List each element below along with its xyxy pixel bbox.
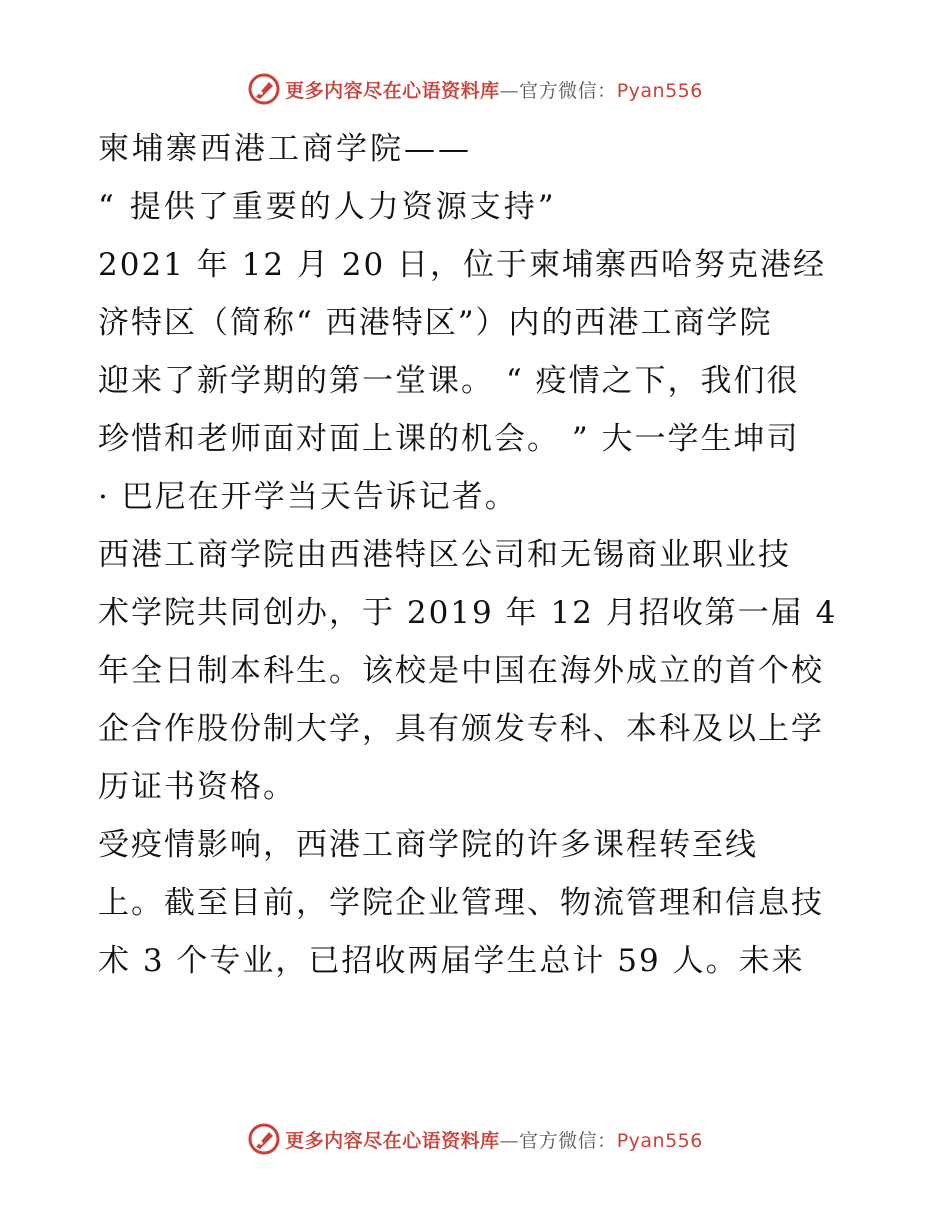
watermark-handle: Pyan556 xyxy=(616,1129,703,1152)
watermark-contact-label: 官方微信： xyxy=(519,1129,617,1152)
paragraph-1 xyxy=(98,236,852,526)
document-body xyxy=(98,120,852,990)
paragraph-line: 术学院共同创办，于 2019 年 12 月招收第一届 4 xyxy=(98,595,838,631)
header-watermark xyxy=(0,72,950,106)
paragraph-3 xyxy=(98,816,852,990)
paragraph-2 xyxy=(98,526,852,816)
watermark-contact-label: 官方微信： xyxy=(519,79,617,102)
paragraph-line: 珍惜和老师面对面上课的机会。 ” 大一学生坤司 xyxy=(98,421,800,457)
watermark-main: 更多内容尽在心语资料库 xyxy=(285,1129,500,1152)
watermark-main: 更多内容尽在心语资料库 xyxy=(285,79,500,102)
watermark-separator: — xyxy=(499,79,520,102)
paragraph-line: 上。截至目前，学院企业管理、物流管理和信息技 xyxy=(98,885,824,921)
footer-watermark xyxy=(0,1122,950,1156)
watermark-separator: — xyxy=(499,1129,520,1152)
paragraph-line: 西港工商学院由西港特区公司和无锡商业职业技 xyxy=(98,537,791,573)
paragraph-line: 迎来了新学期的第一堂课。 “ 疫情之下，我们很 xyxy=(98,363,800,399)
watermark-handle: Pyan556 xyxy=(616,79,703,102)
paragraph-line: 2021 年 12 月 20 日，位于柬埔寨西哈努克港经 xyxy=(98,247,827,283)
paragraph-line: 受疫情影响，西港工商学院的许多课程转至线 xyxy=(98,827,758,863)
pen-nib-logo-icon xyxy=(247,1122,281,1156)
paragraph-line: · 巴尼在开学当天告诉记者。 xyxy=(98,479,518,515)
watermark-text xyxy=(285,76,703,103)
pen-nib-logo-icon xyxy=(247,72,281,106)
paragraph-line: 年全日制本科生。该校是中国在海外成立的首个校 xyxy=(98,653,824,689)
paragraph-line: 历证书资格。 xyxy=(98,769,296,805)
title-line-2: “ 提供了重要的人力资源支持” xyxy=(98,189,557,225)
paragraph-line: 济特区（简称“ 西港特区”）内的西港工商学院 xyxy=(98,305,773,341)
watermark-text xyxy=(285,1126,703,1153)
paragraph-line: 术 3 个专业，已招收两届学生总计 59 人。未来 xyxy=(98,943,805,979)
title-line-1: 柬埔寨西港工商学院—— xyxy=(98,131,472,167)
paragraph-line: 企合作股份制大学，具有颁发专科、本科及以上学 xyxy=(98,711,824,747)
